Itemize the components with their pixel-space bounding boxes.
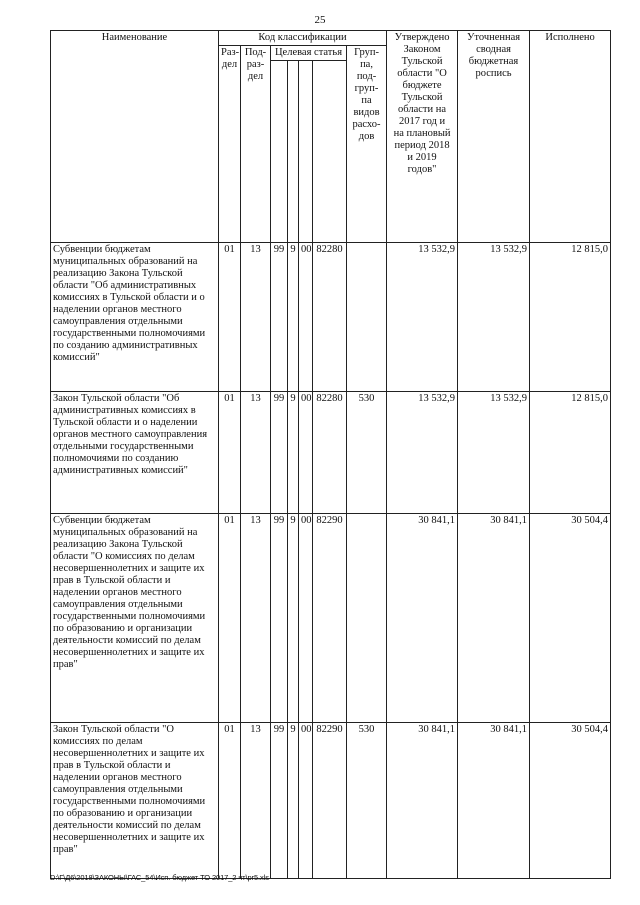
header-executed: Исполнено: [530, 31, 611, 243]
file-path-footer: D:\Г\Д6\2018\ЗАКОНЫ\ГАС_54\Исп. бюджет ТО 2017_2 чт\pr5.xls: [50, 873, 269, 882]
row-approved: 13 532,9: [387, 392, 458, 514]
row-executed: 12 815,0: [530, 392, 611, 514]
row-subsection: 13: [241, 723, 271, 879]
header-code-group: Код классификации: [219, 31, 387, 46]
row-target-4: 82290: [313, 723, 347, 879]
row-name: Субвенции бюджетам муниципальных образований на реализацию Закона Тульской области "Об административных комиссиях в Тульской области и о наделении органов местного самоуправления отдельными государственными полномочиями по созданию административных комиссий": [51, 243, 219, 392]
row-refined: 13 532,9: [458, 392, 530, 514]
row-target-4: 82290: [313, 514, 347, 723]
header-target-sub-3: [299, 61, 313, 243]
row-name: Закон Тульской области "Об административных комиссиях в Тульской области и о наделении органов местного самоуправления отдельными государственными полномочиями по созданию административных комиссий": [51, 392, 219, 514]
row-refined: 30 841,1: [458, 723, 530, 879]
row-refined: 13 532,9: [458, 243, 530, 392]
row-target-1: 99: [271, 243, 288, 392]
row-subsection: 13: [241, 514, 271, 723]
row-section: 01: [219, 392, 241, 514]
header-expense-group: Груп- па, под- груп- па видов расхо- дов: [347, 46, 387, 243]
table-row: [51, 243, 611, 392]
header-refined: Уточненная сводная бюджетная роспись: [458, 31, 530, 243]
row-target-1: 99: [271, 723, 288, 879]
row-executed: 12 815,0: [530, 243, 611, 392]
row-target-2: 9: [288, 723, 299, 879]
row-executed: 30 504,4: [530, 514, 611, 723]
row-expense-group: 530: [347, 723, 387, 879]
row-approved: 30 841,1: [387, 514, 458, 723]
row-expense-group: 530: [347, 392, 387, 514]
row-target-4: 82280: [313, 392, 347, 514]
row-refined: 30 841,1: [458, 514, 530, 723]
row-target-2: 9: [288, 243, 299, 392]
header-name: Наименование: [51, 31, 219, 243]
row-section: 01: [219, 243, 241, 392]
row-target-4: 82280: [313, 243, 347, 392]
row-approved: 13 532,9: [387, 243, 458, 392]
row-subsection: 13: [241, 243, 271, 392]
table-row: [51, 723, 611, 879]
row-target-1: 99: [271, 392, 288, 514]
row-target-2: 9: [288, 392, 299, 514]
header-target-sub-1: [271, 61, 288, 243]
row-expense-group: [347, 243, 387, 392]
header-section: Раз- дел: [219, 46, 241, 243]
header-target-sub-2: [288, 61, 299, 243]
table-row: [51, 392, 611, 514]
header-approved: Утверждено Законом Тульской области "О бюджете Тульской области на 2017 год и на плановый период 2018 и 2019 годов": [387, 31, 458, 243]
row-target-3: 00: [299, 392, 313, 514]
row-target-3: 00: [299, 723, 313, 879]
row-expense-group: [347, 514, 387, 723]
row-subsection: 13: [241, 392, 271, 514]
header-target-sub-4: [313, 61, 347, 243]
row-name: Закон Тульской области "О комиссиях по делам несовершеннолетних и защите их прав в Тульской области и наделении органов местного самоуправления отдельными государственными полномочиями по образованию и организации деятельности комиссий по делам несовершеннолетних и защите их прав": [51, 723, 219, 879]
header-target: Целевая статья: [271, 46, 347, 61]
row-section: 01: [219, 723, 241, 879]
row-approved: 30 841,1: [387, 723, 458, 879]
row-section: 01: [219, 514, 241, 723]
row-name: Субвенции бюджетам муниципальных образований на реализацию Закона Тульской области "О комиссиях по делам несовершеннолетних и защите их прав в Тульской области и наделении органов местного самоуправления отдельными государственными полномочиями по образованию и организации деятельности комиссий по делам несовершеннолетних и защите их прав": [51, 514, 219, 723]
budget-table: [50, 30, 611, 879]
row-target-3: 00: [299, 514, 313, 723]
row-target-1: 99: [271, 514, 288, 723]
row-executed: 30 504,4: [530, 723, 611, 879]
header-subsection: Под- раз- дел: [241, 46, 271, 243]
row-target-2: 9: [288, 514, 299, 723]
page-number: 25: [314, 14, 326, 26]
table-row: [51, 514, 611, 723]
row-target-3: 00: [299, 243, 313, 392]
